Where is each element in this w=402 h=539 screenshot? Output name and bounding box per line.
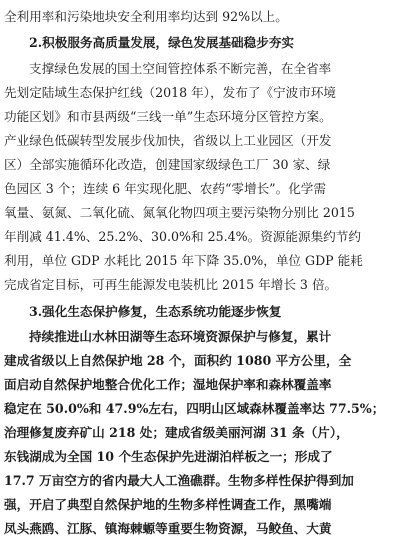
paragraph-line: 持续推进山水林田湖等生态环境资源保护与修复，累计 — [29, 329, 332, 344]
paragraph-line: 面启动自然保护地整合优化工作；湿地保护率和森林覆盖率 — [4, 377, 332, 392]
paragraph-line: 建成省级以上自然保护地 28 个，面积约 1080 平方公里，全 — [4, 353, 352, 368]
paragraph-line: 利用，单位 GDP 水耗比 2015 年下降 35.0%，单位 GDP 能耗 — [4, 253, 363, 268]
paragraph-line: 17.7 万亩空方的省内最大人工渔礁群。生物多样性保护得到加 — [4, 473, 354, 488]
paragraph-line: 稳定在 50.0%和 47.9%左右，四明山区域森林覆盖率达 77.5%； — [4, 401, 385, 416]
paragraph-line: 功能区划》和市县两级“三线一单”生态环境分区管控方案。 — [4, 109, 332, 124]
paragraph-line: 东钱湖成为全国 10 个生态保护先进湖泊样板之一；形成了 — [4, 449, 333, 464]
section-heading-2: 2.积极服务高质量发展，绿色发展基础稳步夯实 — [29, 35, 295, 50]
paragraph-line: 产业绿色低碳转型发展步伐加快，省级以上工业园区（开发 — [4, 133, 332, 148]
paragraph-line: 年削减 41.4%、25.2%、30.0%和 25.4%。资源能源集约节约 — [4, 229, 361, 244]
paragraph-line: 凤头燕鸥、江豚、镇海棘螈等重要生物资源，马鲛鱼、大黄 — [4, 521, 332, 536]
section-heading-3: 3.强化生态保护修复，生态系统功能逐步恢复 — [29, 304, 282, 319]
paragraph-line: 治理修复废弃矿山 218 处；建成省级美丽河湖 31 条（片）， — [4, 425, 349, 440]
paragraph-line: 支撑绿色发展的国土空间管控体系不断完善，在全省率 — [29, 61, 332, 76]
paragraph-line: 强，开启了典型自然保护地的生物多样性调查工作，黑嘴端 — [4, 497, 332, 512]
paragraph-line: 区）全部实施循环化改造，创建国家级绿色工厂 30 家、绿 — [4, 157, 331, 172]
paragraph-line: 氧量、氨氮、二氧化硫、氮氧化物四项主要污染物分别比 2015 — [4, 205, 355, 220]
paragraph-line: 完成省定目标，可再生能源发电装机比 2015 年增长 3 倍。 — [4, 277, 338, 292]
paragraph-line: 全利用率和污染地块安全利用率均达到 92%以上。 — [4, 9, 288, 24]
paragraph-line: 色园区 3 个；连续 6 年实现化肥、农药“零增长”。化学需 — [4, 181, 326, 196]
paragraph-line: 先划定陆域生态保护红线（2018 年），发布了《宁波市环境 — [4, 85, 337, 100]
